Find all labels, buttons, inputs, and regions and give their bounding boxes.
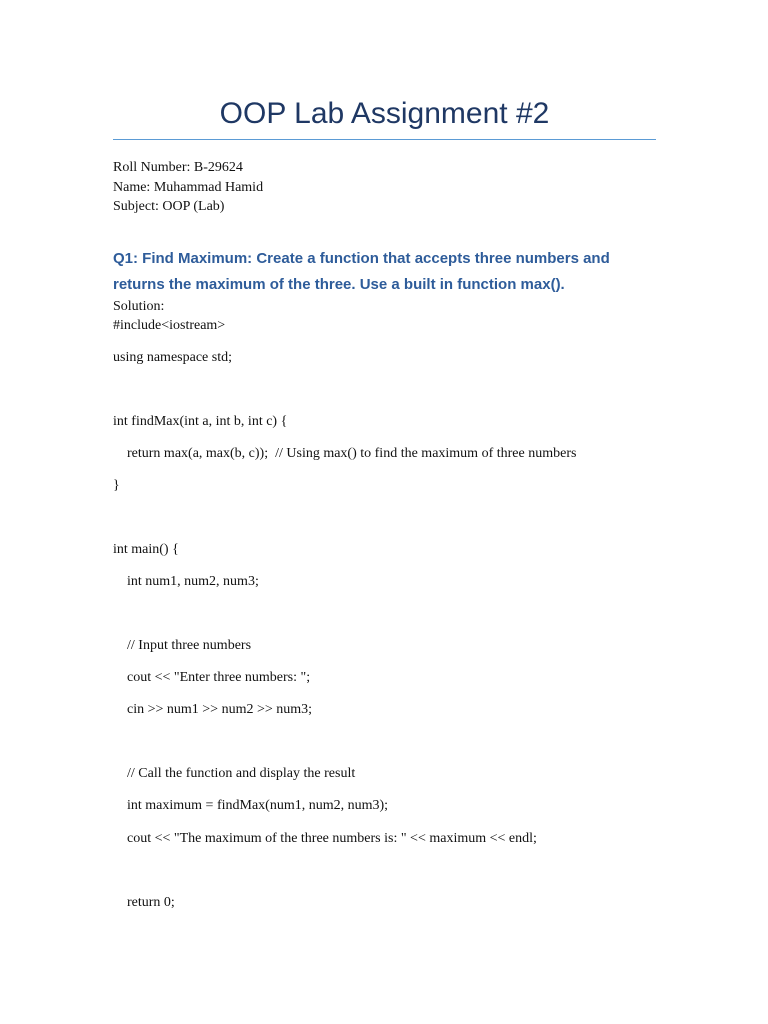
roll-number: Roll Number: B-29624 <box>113 160 243 175</box>
code-line: return max(a, max(b, c)); // Using max() to find the maximum of three numbers <box>113 446 577 461</box>
code-line: int maximum = findMax(num1, num2, num3); <box>113 798 389 813</box>
question-line-1: Q1: Find Maximum: Create a function that accepts three numbers and <box>113 250 610 267</box>
question-line-2: returns the maximum of the three. Use a built in function max(). <box>113 276 565 293</box>
subject: Subject: OOP (Lab) <box>113 199 225 214</box>
code-line: #include<iostream> <box>113 318 226 333</box>
code-line: int findMax(int a, int b, int c) { <box>113 414 288 429</box>
code-line: int main() { <box>113 542 179 557</box>
code-line: return 0; <box>113 895 175 910</box>
question-heading <box>113 246 673 298</box>
title-underline <box>113 139 656 140</box>
code-line: // Input three numbers <box>113 638 252 653</box>
code-line: // Call the function and display the result <box>113 766 356 781</box>
code-line: using namespace std; <box>113 350 232 365</box>
document-title: OOP Lab Assignment #2 <box>219 97 550 130</box>
student-name: Name: Muhammad Hamid <box>113 179 264 195</box>
code-line: cout << "Enter three numbers: "; <box>113 670 311 685</box>
code-line: cin >> num1 >> num2 >> num3; <box>113 702 313 717</box>
student-info <box>113 158 263 217</box>
solution-label: Solution: <box>113 299 165 314</box>
code-line: cout << "The maximum of the three numbers is: " << maximum << endl; <box>113 831 537 846</box>
code-line: int num1, num2, num3; <box>113 574 259 589</box>
code-line: } <box>113 478 120 493</box>
